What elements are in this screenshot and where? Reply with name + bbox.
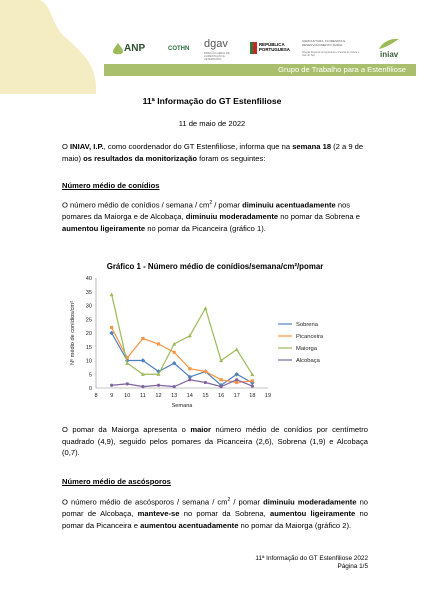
intro-bold-iniav: INIAV, I.P. bbox=[70, 142, 104, 151]
y-tick-label: 35 bbox=[85, 289, 92, 296]
data-point bbox=[251, 384, 254, 387]
footer-page-number: Página 1/5 bbox=[337, 563, 368, 570]
data-point bbox=[188, 378, 191, 381]
s1-text-4: no pomar da Sobrena e bbox=[278, 212, 360, 222]
s1-bold-1: diminuiu acentuadamente bbox=[242, 200, 336, 210]
iniav-leaf-icon bbox=[378, 38, 400, 50]
drap-logo-text: Direção Regional de Agricultura e Pescas de Lisboa e Vale do Tejo bbox=[302, 51, 360, 57]
data-point bbox=[126, 382, 129, 385]
partner-logos bbox=[104, 38, 412, 60]
y-tick-label: 40 bbox=[85, 276, 92, 282]
x-tick-label: 19 bbox=[264, 393, 272, 399]
data-point bbox=[204, 370, 207, 373]
y-tick-label: 5 bbox=[88, 372, 92, 379]
s2-bold-3: aumentou ligeiramente bbox=[270, 509, 356, 519]
data-point bbox=[157, 342, 160, 345]
s1-sup: 2 bbox=[209, 200, 213, 206]
legend-label: Alcobaça bbox=[296, 358, 320, 364]
y-tick-label: 10 bbox=[85, 358, 92, 365]
data-point bbox=[110, 384, 113, 387]
intro-text-2: , como coordenador do GT Estenfiliose, informa que na bbox=[103, 142, 293, 151]
x-tick-label: 8 bbox=[94, 393, 98, 399]
intro-text-1: O bbox=[62, 142, 71, 151]
data-point bbox=[235, 378, 238, 381]
section1-paragraph bbox=[62, 198, 368, 234]
intro-paragraph bbox=[62, 141, 368, 164]
p3-text-1: O pomar da Maiorga apresenta o bbox=[62, 425, 191, 434]
s2-text-5: no pomar da Picanceira e bbox=[62, 509, 368, 530]
y-tick-label: 20 bbox=[85, 331, 92, 337]
cothn-logo-text: COTHN bbox=[168, 46, 190, 52]
section1-heading: Número médio de conídios bbox=[62, 181, 160, 190]
data-point bbox=[188, 367, 191, 370]
data-point bbox=[235, 348, 239, 352]
x-tick-label: 9 bbox=[110, 393, 114, 399]
iniav-logo bbox=[374, 38, 410, 60]
s1-bold-2: diminuiu moderadamente bbox=[185, 212, 279, 222]
data-point bbox=[157, 384, 160, 387]
pear-shape bbox=[0, 0, 96, 94]
data-point bbox=[219, 378, 222, 381]
data-point bbox=[110, 326, 113, 329]
y-axis-label: Nº médio de conídios/cm² bbox=[70, 301, 76, 365]
s2-text-4: no pomar da Sobrena, bbox=[179, 509, 270, 519]
p3-bold-maior: maior bbox=[190, 425, 211, 434]
conidia-line-chart bbox=[62, 272, 368, 412]
ministry-logo bbox=[302, 38, 362, 60]
header-band bbox=[104, 64, 416, 76]
x-tick-label: 12 bbox=[155, 393, 162, 399]
x-tick-label: 18 bbox=[249, 393, 256, 399]
s1-text-2: / pomar bbox=[212, 200, 243, 210]
x-tick-label: 17 bbox=[233, 393, 240, 399]
y-tick-label: 0 bbox=[88, 386, 92, 392]
series-line-alcobaça bbox=[112, 380, 253, 387]
legend-label: Sobrena bbox=[296, 322, 318, 328]
data-point bbox=[141, 337, 144, 340]
dgav-logo-text: dgav bbox=[204, 38, 228, 50]
x-axis-label: Semana bbox=[171, 403, 193, 409]
s1-bold-3: aumentou ligeiramente bbox=[62, 223, 146, 233]
pear-logo bbox=[0, 0, 118, 94]
s1-text-3: nos pomares da Maiorga e de Alcobaça, bbox=[62, 200, 351, 222]
s2-bold-4: aumentou acentuadamente bbox=[140, 520, 239, 530]
s2-text-6: no pomar da Maiorga (gráfico 2). bbox=[238, 520, 352, 530]
s1-text-1: O número médio de conídios / semana / cm bbox=[62, 200, 210, 210]
group-name: Grupo de Trabalho para a Estenfiliose bbox=[278, 65, 406, 74]
s2-text-1: O número médio de ascósporos / semana / cm bbox=[62, 497, 228, 507]
x-tick-label: 11 bbox=[140, 393, 146, 399]
y-tick-label: 30 bbox=[85, 303, 92, 310]
y-tick-label: 25 bbox=[85, 317, 92, 324]
footer-doc-title: 11ª Informação do GT Estenfiliose 2022 bbox=[255, 555, 368, 562]
rp-logo-text: REPÚBLICA PORTUGUESA bbox=[259, 42, 290, 52]
section2-heading: Número médio de ascósporos bbox=[62, 477, 171, 486]
iniav-logo-text: iniav bbox=[380, 50, 399, 59]
document-date: 11 de maio de 2022 bbox=[178, 119, 246, 128]
x-tick-label: 10 bbox=[124, 393, 131, 399]
data-point bbox=[251, 379, 254, 382]
s2-bold-1: diminuiu moderadamente bbox=[263, 497, 357, 507]
s2-text-2: / pomar bbox=[230, 497, 264, 507]
intro-bold-results: os resultados da monitorização bbox=[83, 153, 198, 163]
document-title: 11ª Informação do GT Estenfiliose bbox=[142, 96, 282, 106]
comparison-paragraph bbox=[62, 424, 368, 459]
x-tick-label: 14 bbox=[186, 393, 193, 399]
data-point bbox=[173, 385, 176, 388]
intro-text-4: foram os seguintes: bbox=[197, 153, 266, 163]
x-tick-label: 16 bbox=[217, 393, 225, 399]
ministry-logo-text: AGRICULTURA, FLORESTAS E DESENVOLVIMENTO RURAL bbox=[302, 39, 346, 47]
s2-bold-2: manteve-se bbox=[137, 509, 180, 519]
data-point bbox=[203, 306, 207, 310]
x-tick-label: 13 bbox=[171, 393, 178, 399]
anp-pear-icon bbox=[112, 42, 124, 56]
dgav-logo bbox=[204, 38, 242, 60]
legend-label: Picanceira bbox=[296, 334, 324, 340]
republica-portuguesa-logo bbox=[250, 38, 296, 60]
series-line-picanceira bbox=[112, 328, 253, 383]
s2-text-3: no pomar de Alcobaça, bbox=[62, 497, 369, 519]
x-tick-label: 15 bbox=[202, 393, 209, 399]
anp-logo-text: ANP bbox=[124, 43, 146, 54]
data-point bbox=[173, 351, 176, 354]
s2-sup: 2 bbox=[227, 497, 231, 503]
intro-text-3: (2 a 9 de maio) bbox=[62, 142, 364, 163]
dgav-logo-subtitle: DIREÇÃO-GERAL DE ALIMENTAÇÃO E VETERINÁRIA bbox=[204, 52, 230, 61]
series-line-maiorga bbox=[112, 295, 253, 375]
data-point bbox=[110, 293, 114, 297]
legend-label: Maiorga bbox=[296, 346, 317, 352]
data-point bbox=[204, 381, 207, 384]
y-tick-label: 15 bbox=[85, 344, 92, 351]
data-point bbox=[125, 361, 129, 365]
rp-flag-red-icon bbox=[253, 42, 257, 54]
data-point bbox=[219, 385, 222, 388]
data-point bbox=[235, 381, 238, 384]
series-line-sobrena bbox=[112, 333, 253, 385]
chart-title: Gráfico 1 - Número médio de conídios/semana/cm²/pomar bbox=[106, 262, 324, 271]
s1-text-5: no pomar da Picanceira (gráfico 1). bbox=[145, 223, 266, 233]
p3-text-2: número médio de conídios por centímetro quadrado (4,9), seguido pelos pomares da Picanceira (2,6), Sobrena (1,9) e Alcobaça (0,7). bbox=[62, 425, 368, 458]
intro-bold-week: semana 18 bbox=[292, 142, 332, 151]
data-point bbox=[141, 385, 144, 388]
section2-paragraph bbox=[62, 495, 368, 531]
page-footer bbox=[255, 555, 368, 571]
